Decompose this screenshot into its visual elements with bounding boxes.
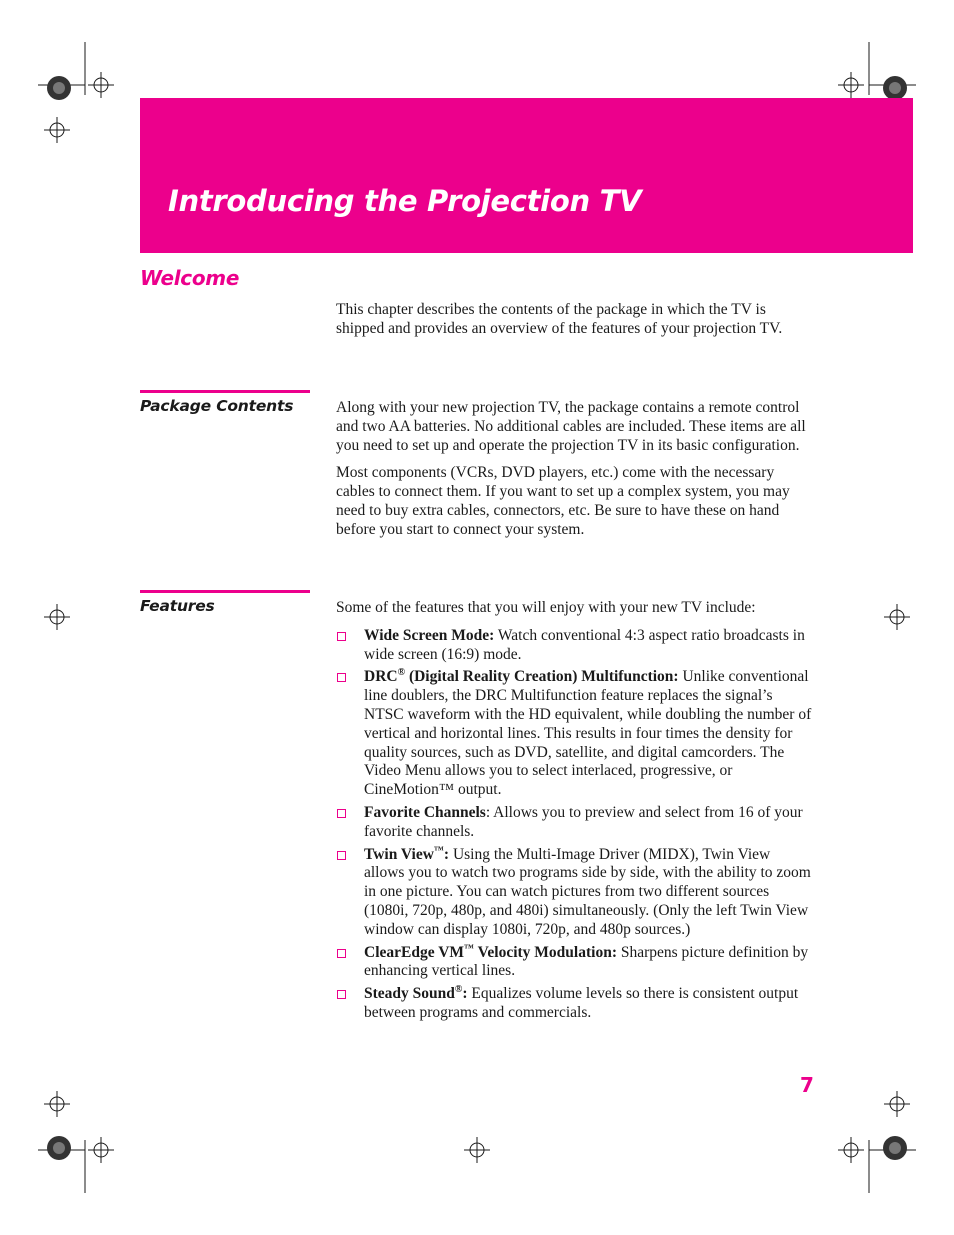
feature-text: Unlike conventional line doublers, the DRC Multifunction feature replaces the signal’s NTSC waveform with the HD equivalent, while doubling the number of vertical and horizontal lines. This results in four times the density for quality sources, such as DVD, satellite, and digital camcorders. The Video Menu allows you to select interlaced, progressive, or CineMotion	[364, 668, 812, 799]
features-intro: Some of the features that you will enjoy with your new TV include:	[336, 599, 756, 616]
square-bullet-icon	[337, 632, 346, 641]
trademark-mark: ™	[464, 942, 475, 954]
square-bullet-icon	[337, 851, 346, 860]
registered-mark: ®	[454, 983, 463, 995]
list-item	[336, 846, 814, 940]
square-bullet-icon	[337, 990, 346, 999]
feature-title-part: DRC	[364, 668, 398, 686]
feature-title	[364, 846, 449, 863]
feature-title: Wide Screen Mode:	[364, 626, 495, 644]
feature-text: Equalizes volume levels so there is consistent output between programs and commercials.	[364, 985, 799, 1021]
feature-title-part: (Digital Reality Creation) Multifunction:	[405, 668, 679, 686]
feature-title-part: Steady Sound	[364, 985, 455, 1003]
feature-title-part: Velocity Modulation:	[474, 943, 617, 961]
package-paragraph-2: Most components (VCRs, DVD players, etc.) come with the necessary cables to connect them. If you want to set up a complex system, you may need to buy extra cables, connectors, etc. Be sure to have these on hand before you start to connect your system.	[336, 464, 790, 538]
chapter-title: Introducing the Projection TV	[168, 184, 642, 218]
feature-title-part: :	[462, 985, 468, 1003]
square-bullet-icon	[337, 949, 346, 958]
feature-text: Sharpens picture definition by enhancing vertical lines.	[364, 943, 809, 980]
feature-text: : Allows you to preview and select from 16 of your favorite channels.	[364, 803, 803, 840]
features-list	[336, 627, 814, 1023]
feature-text: Using the Multi-Image Driver (MIDX), Twin View allows you to watch two programs side by side, with the ability to zoom in one picture. You can watch pictures from two different sources (1080i, 720p, 480p, and 480i) simultaneously. (Only the left Twin View window can display 1080i, 720p, and 480p sources.)	[364, 845, 811, 938]
feature-text: Watch conventional 4:3 aspect ratio broadcasts in wide screen (16:9) mode.	[364, 626, 805, 663]
list-item	[336, 627, 814, 665]
feature-title-part: :	[443, 845, 450, 863]
features-rule	[140, 590, 310, 593]
package-paragraph-1: Along with your new projection TV, the package contains a remote control and two AA batteries. No additional cables are included. These items are all you need to set up and operate the projection TV in its basic configuration.	[336, 399, 806, 454]
list-item	[336, 668, 814, 800]
square-bullet-icon	[337, 809, 346, 818]
trademark-mark: ™	[433, 844, 444, 856]
feature-title	[364, 944, 617, 961]
feature-title	[364, 668, 679, 685]
trademark-mark: ™	[438, 781, 455, 799]
feature-title-part: ClearEdge VM	[364, 943, 465, 961]
feature-title-part: Twin View	[364, 845, 434, 863]
section-heading-package-contents: Package Contents	[140, 397, 294, 415]
feature-title	[364, 985, 468, 1002]
features-text-block	[336, 599, 814, 1027]
feature-title: Favorite Channels	[364, 803, 486, 821]
feature-text-end: output.	[454, 781, 502, 799]
package-contents-rule	[140, 390, 310, 393]
list-item	[336, 804, 814, 842]
package-contents-text-block	[336, 399, 814, 549]
square-bullet-icon	[337, 673, 346, 682]
welcome-paragraph: This chapter describes the contents of the package in which the TV is shipped and provides an overview of the features of your projection TV.	[336, 301, 783, 337]
list-item	[336, 985, 814, 1023]
welcome-text-block	[336, 301, 814, 348]
registered-mark: ®	[397, 667, 406, 679]
section-heading-welcome: Welcome	[140, 266, 240, 290]
chapter-banner	[140, 98, 913, 253]
list-item	[336, 944, 814, 982]
section-heading-features: Features	[140, 597, 215, 615]
page-number: 7	[800, 1073, 814, 1097]
